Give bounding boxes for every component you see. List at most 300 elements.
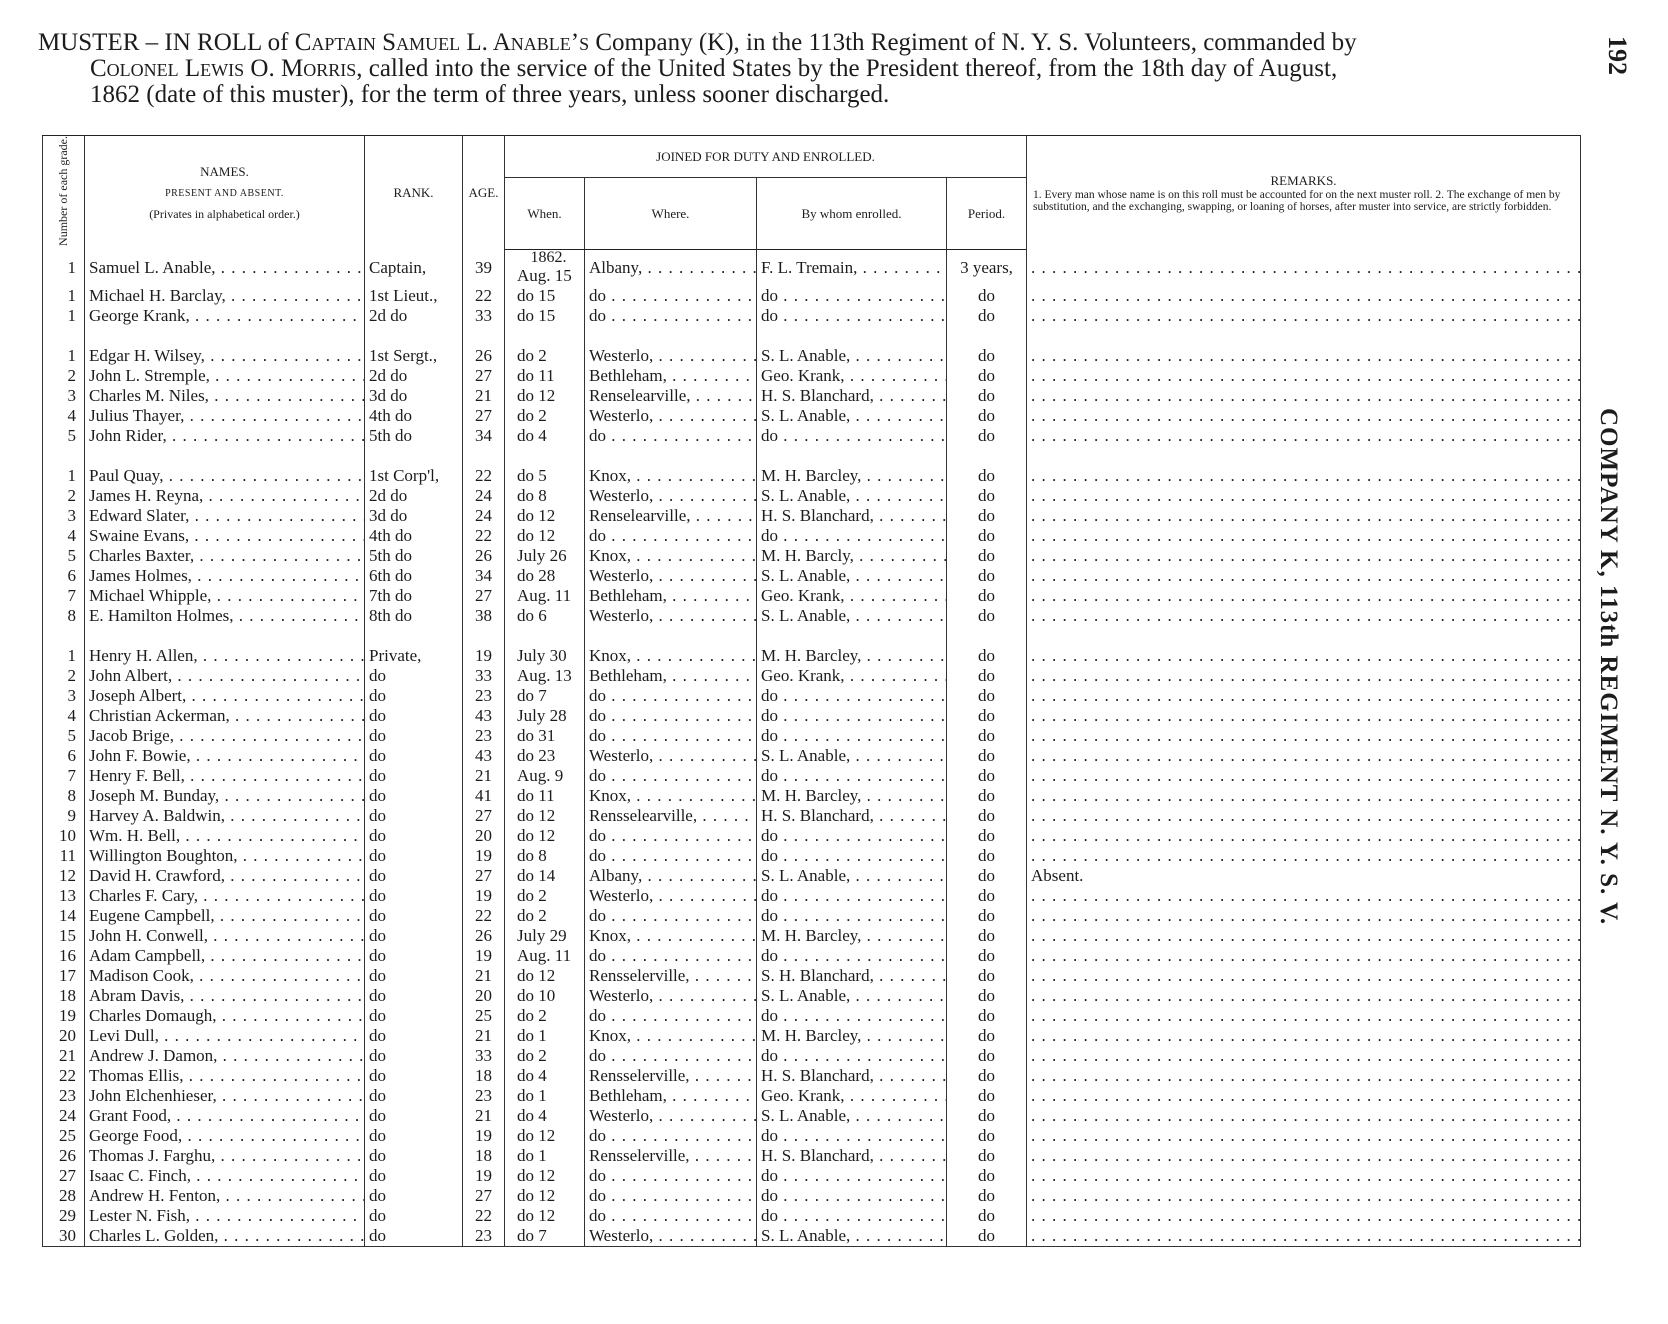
enrolled-when: do 12 (517, 826, 556, 846)
table-row (43, 926, 1581, 946)
soldier-name: E. Hamilton Holmes, (89, 606, 234, 626)
period-cell (947, 366, 1027, 386)
age-cell (463, 926, 505, 946)
period-cell (947, 906, 1027, 926)
enrolled-where: do (589, 706, 606, 726)
grade-number-cell (43, 726, 85, 746)
rank: do (369, 966, 386, 986)
enrolled-where-cell (585, 346, 757, 366)
table-row (43, 306, 1581, 326)
soldier-name-cell (85, 826, 365, 846)
enrolled-where-cell (585, 1226, 757, 1247)
table-row (43, 1126, 1581, 1146)
enrolled-where: Bethleham, (589, 1086, 667, 1106)
grade-number-cell (43, 1006, 85, 1026)
table-row (43, 966, 1581, 986)
period-cell (947, 586, 1027, 606)
age: 43 (475, 706, 492, 726)
table-row (43, 286, 1581, 306)
soldier-name-cell (85, 1006, 365, 1026)
grade-number: 1 (67, 258, 76, 278)
enrolled-where: Westerlo, (589, 986, 654, 1006)
title-text: Company (K), in the 113th Regiment of N. Y. S. Volunteers, commanded by (595, 29, 1357, 56)
remarks-cell (1027, 506, 1581, 526)
period-cell (947, 306, 1027, 326)
enrolled-by-cell (757, 506, 947, 526)
grade-number: 5 (67, 726, 76, 746)
soldier-name: Madison Cook, (89, 966, 194, 986)
rank-cell (365, 426, 463, 446)
grade-number: 26 (59, 1146, 76, 1166)
period-cell (947, 466, 1027, 486)
remarks-cell (1027, 546, 1581, 566)
grade-number-cell (43, 986, 85, 1006)
period-cell (947, 406, 1027, 426)
enrolled-where: do (589, 1206, 606, 1226)
rank: do (369, 726, 386, 746)
enrolled-when: do 12 (517, 966, 556, 986)
enrolled-where-cell (585, 286, 757, 306)
enrolled-where-cell (585, 646, 757, 666)
period-cell (947, 1126, 1027, 1146)
enrolled-by-cell (757, 866, 947, 886)
colonel-name: Colonel Lewis O. Morris, (90, 55, 363, 82)
grade-number-cell (43, 606, 85, 626)
remarks-cell (1027, 926, 1581, 946)
grade-number: 1 (67, 466, 76, 486)
enrolled-where: Rensselerville, (589, 1146, 690, 1166)
soldier-name-cell (85, 1186, 365, 1206)
table-row (43, 586, 1581, 606)
grade-number-cell (43, 686, 85, 706)
enrolled-by: H. S. Blanchard, (761, 1146, 874, 1166)
soldier-name: Michael Whipple, (89, 586, 212, 606)
age: 21 (475, 966, 492, 986)
enrolled-by: do (761, 1006, 778, 1026)
age-cell (463, 1186, 505, 1206)
enrolled-by-cell (757, 926, 947, 946)
remarks-cell (1027, 986, 1581, 1006)
rank: do (369, 1166, 386, 1186)
soldier-name: Swaine Evans, (89, 526, 190, 546)
grade-number: 30 (59, 1226, 76, 1246)
period: do (978, 1026, 995, 1046)
soldier-name-cell (85, 286, 365, 306)
grade-number-cell (43, 506, 85, 526)
grade-number: 21 (59, 1046, 76, 1066)
header-remarks-note: 1. Every man whose name is on this roll must be accounted for on the next muster roll. 2. The exchange of men by substitution, and the exchanging, swapping, or loaning of horses, after muster into service, are strictly forbidden. (1033, 188, 1561, 213)
enrolled-where-cell (585, 526, 757, 546)
period-cell (947, 766, 1027, 786)
enrolled-where: do (589, 906, 606, 926)
enrolled-by-cell (757, 666, 947, 686)
enrolled-by: H. S. Blanchard, (761, 806, 874, 826)
soldier-name: John Albert, (89, 666, 173, 686)
enrolled-by: H. S. Blanchard, (761, 1066, 874, 1086)
enrolled-by: do (761, 706, 778, 726)
age: 23 (475, 1226, 492, 1246)
enrolled-when-cell (505, 506, 585, 526)
enrolled-by-cell (757, 546, 947, 566)
remark-text: Absent. (1031, 866, 1084, 886)
enrolled-when-cell (505, 906, 585, 926)
enrolled-where-cell (585, 766, 757, 786)
enrolled-when: do 2 (517, 1006, 547, 1026)
enrolled-where-cell (585, 846, 757, 866)
table-row (43, 886, 1581, 906)
enrolled-when-cell (505, 946, 585, 966)
enrolled-when-cell (505, 1226, 585, 1247)
table-row (43, 706, 1581, 726)
enrolled-by: Geo. Krank, (761, 366, 845, 386)
period-cell (947, 426, 1027, 446)
remarks-cell (1027, 1166, 1581, 1186)
enrolled-where-cell (585, 1186, 757, 1206)
grade-number-cell (43, 346, 85, 366)
soldier-name: Edgar H. Wilsey, (89, 346, 205, 366)
grade-number: 11 (59, 846, 76, 866)
enrolled-when: do 2 (517, 346, 547, 366)
soldier-name-cell (85, 746, 365, 766)
grade-number-cell (43, 1166, 85, 1186)
roll-title (38, 30, 1588, 108)
soldier-name-cell (85, 1086, 365, 1106)
table-row (43, 1086, 1581, 1106)
age: 19 (475, 1166, 492, 1186)
age: 20 (475, 986, 492, 1006)
remarks-cell (1027, 1206, 1581, 1226)
enrolled-by: do (761, 1166, 778, 1186)
enrolled-when: do 12 (517, 526, 556, 546)
soldier-name-cell (85, 406, 365, 426)
enrolled-by-cell (757, 906, 947, 926)
enrolled-by: Geo. Krank, (761, 666, 845, 686)
enrolled-where: do (589, 1166, 606, 1186)
enrolled-when: do 12 (517, 1126, 556, 1146)
title-text: called into the service of the United States by the President thereof, from the 18th day of August, (368, 55, 1338, 82)
grade-number: 12 (59, 866, 76, 886)
enrolled-when-cell (505, 646, 585, 666)
remarks-cell (1027, 1086, 1581, 1106)
enrolled-by-cell (757, 1006, 947, 1026)
enrolled-by-cell (757, 566, 947, 586)
grade-number: 24 (59, 1106, 76, 1126)
rank: do (369, 1126, 386, 1146)
grade-number-cell (43, 1126, 85, 1146)
age-cell (463, 486, 505, 506)
rank: 3d do (369, 506, 408, 526)
enrolled-when: do 12 (517, 1206, 556, 1226)
period: do (978, 1166, 995, 1186)
grade-number: 3 (67, 686, 76, 706)
period-cell (947, 506, 1027, 526)
age-cell (463, 706, 505, 726)
soldier-name-cell (85, 706, 365, 726)
enrolled-by-cell (757, 706, 947, 726)
table-row (43, 906, 1581, 926)
rank: do (369, 1086, 386, 1106)
enrolled-where: Bethleham, (589, 366, 667, 386)
enrolled-when: do 8 (517, 846, 547, 866)
enrolled-by-cell (757, 526, 947, 546)
title-line-1 (38, 30, 1588, 56)
age: 24 (475, 506, 492, 526)
table-row (43, 250, 1581, 287)
grade-number-cell (43, 1146, 85, 1166)
enrolled-when: Aug. 13 (517, 666, 572, 686)
rank: do (369, 1146, 386, 1166)
page-number-text: 192 (1603, 36, 1632, 75)
soldier-name: Julius Thayer, (89, 406, 185, 426)
period: do (978, 986, 995, 1006)
enrolled-when-cell (505, 406, 585, 426)
soldier-name: Christian Ackerman, (89, 706, 230, 726)
period-cell (947, 846, 1027, 866)
enrolled-where: Westerlo, (589, 886, 654, 906)
enrolled-by-cell (757, 1226, 947, 1247)
enrolled-where: do (589, 1046, 606, 1066)
enrolled-when: July 30 (517, 646, 567, 666)
enrolled-where: Westerlo, (589, 606, 654, 626)
period: do (978, 546, 995, 566)
period: do (978, 346, 995, 366)
period-cell (947, 966, 1027, 986)
enrolled-when: do 23 (517, 746, 556, 766)
age-cell (463, 846, 505, 866)
enrolled-by: do (761, 1186, 778, 1206)
soldier-name-cell (85, 766, 365, 786)
enrolled-by: Geo. Krank, (761, 1086, 845, 1106)
remarks-cell (1027, 786, 1581, 806)
enrolled-when-cell (505, 1126, 585, 1146)
enrolled-when-cell (505, 286, 585, 306)
grade-number-cell (43, 1046, 85, 1066)
enrolled-when: July 29 (517, 926, 567, 946)
remarks-cell (1027, 666, 1581, 686)
enrolled-when: do 10 (517, 986, 556, 1006)
rank-cell (365, 1066, 463, 1086)
table-row (43, 806, 1581, 826)
soldier-name: Joseph M. Bunday, (89, 786, 220, 806)
enrolled-when-cell (505, 666, 585, 686)
period-cell (947, 986, 1027, 1006)
soldier-name: Jacob Brige, (89, 726, 174, 746)
age: 23 (475, 686, 492, 706)
enrolled-by: do (761, 686, 778, 706)
enrolled-when-cell (505, 926, 585, 946)
soldier-name-cell (85, 786, 365, 806)
age-cell (463, 346, 505, 366)
table-row (43, 426, 1581, 446)
period-cell (947, 526, 1027, 546)
enrolled-where-cell (585, 866, 757, 886)
enrolled-where-cell (585, 486, 757, 506)
rank-cell (365, 506, 463, 526)
enrolled-when: do 12 (517, 806, 556, 826)
period-cell (947, 786, 1027, 806)
age-cell (463, 286, 505, 306)
enrolled-by-cell (757, 1046, 947, 1066)
rank-cell (365, 906, 463, 926)
enrolled-where: Albany, (589, 258, 643, 278)
rank-cell (365, 1126, 463, 1146)
enrolled-where: Rensselearville, (589, 806, 698, 826)
enrolled-by: S. L. Anable, (761, 486, 851, 506)
age-cell (463, 366, 505, 386)
table-row (43, 1186, 1581, 1206)
rank: do (369, 1206, 386, 1226)
rank: do (369, 766, 386, 786)
header-when: When. (505, 178, 585, 250)
grade-number: 15 (59, 926, 76, 946)
soldier-name-cell (85, 886, 365, 906)
age-cell (463, 426, 505, 446)
grade-number-cell (43, 386, 85, 406)
header-remarks-text: REMARKS. (1270, 172, 1337, 188)
age-cell (463, 466, 505, 486)
enrolled-when-cell (505, 686, 585, 706)
period: do (978, 386, 995, 406)
age-cell (463, 746, 505, 766)
enrolled-by-cell (757, 306, 947, 326)
enrolled-where: Westerlo, (589, 566, 654, 586)
soldier-name: Thomas J. Farghu, (89, 1146, 216, 1166)
soldier-name-cell (85, 386, 365, 406)
period: do (978, 1006, 995, 1026)
age-cell (463, 606, 505, 626)
grade-number-cell (43, 1086, 85, 1106)
period-cell (947, 686, 1027, 706)
soldier-name: James Holmes, (89, 566, 192, 586)
table-row (43, 1066, 1581, 1086)
rank: do (369, 666, 386, 686)
soldier-name: Eugene Campbell, (89, 906, 215, 926)
age: 38 (475, 606, 492, 626)
header-period: Period. (947, 178, 1027, 250)
enrolled-by-cell (757, 606, 947, 626)
enrolled-by: S. L. Anable, (761, 746, 851, 766)
age: 23 (475, 726, 492, 746)
period-cell (947, 1026, 1027, 1046)
enrolled-by-cell (757, 386, 947, 406)
enrolled-where-cell (585, 586, 757, 606)
enrolled-when-cell (505, 846, 585, 866)
soldier-name: Harvey A. Baldwin, (89, 806, 225, 826)
soldier-name-cell (85, 1046, 365, 1066)
soldier-name: Edward Slater, (89, 506, 190, 526)
enrolled-where: do (589, 1006, 606, 1026)
rank-cell (365, 250, 463, 287)
table-row (43, 466, 1581, 486)
soldier-name-cell (85, 846, 365, 866)
period-cell (947, 866, 1027, 886)
soldier-name-cell (85, 1126, 365, 1146)
period-cell (947, 726, 1027, 746)
period: do (978, 286, 995, 306)
enrolled-by-cell (757, 826, 947, 846)
remarks-cell (1027, 1046, 1581, 1066)
enrolled-by-cell (757, 486, 947, 506)
enrolled-where-cell (585, 366, 757, 386)
period-cell (947, 646, 1027, 666)
header-number-text: Number of each grade. (56, 136, 70, 246)
remarks-cell (1027, 250, 1581, 287)
table-row (43, 1046, 1581, 1066)
remarks-cell (1027, 1066, 1581, 1086)
running-head (1590, 408, 1630, 928)
table-row (43, 846, 1581, 866)
rank-cell (365, 386, 463, 406)
enrolled-when: Aug. 11 (517, 946, 572, 966)
soldier-name: Joseph Albert, (89, 686, 187, 706)
rank: do (369, 926, 386, 946)
grade-number: 1 (67, 306, 76, 326)
enrolled-by-cell (757, 1206, 947, 1226)
enrolled-by-cell (757, 766, 947, 786)
soldier-name: John Elchenhieser, (89, 1086, 217, 1106)
enrolled-where-cell (585, 726, 757, 746)
enrolled-when: do 14 (517, 866, 556, 886)
enrolled-where: do (589, 306, 606, 326)
rank-cell (365, 466, 463, 486)
remarks-cell (1027, 346, 1581, 366)
enrolled-when-cell (505, 806, 585, 826)
grade-number-cell (43, 306, 85, 326)
roll-body (43, 250, 1581, 1247)
period: do (978, 766, 995, 786)
rank: do (369, 786, 386, 806)
table-row (43, 1106, 1581, 1126)
age-cell (463, 406, 505, 426)
enrolled-when: July 28 (517, 706, 567, 726)
grade-number: 2 (67, 366, 76, 386)
enrolled-by-cell (757, 846, 947, 866)
table-row (43, 686, 1581, 706)
enrolled-when: do 2 (517, 906, 547, 926)
table-row (43, 346, 1581, 366)
title-text: MUSTER – IN ROLL of (38, 29, 289, 56)
period: do (978, 526, 995, 546)
period: do (978, 826, 995, 846)
age-cell (463, 386, 505, 406)
rank: do (369, 1046, 386, 1066)
grade-number-cell (43, 646, 85, 666)
enrolled-when: do 6 (517, 606, 547, 626)
enrolled-when-cell (505, 346, 585, 366)
enrolled-when: do 1 (517, 1086, 547, 1106)
age-cell (463, 826, 505, 846)
header-where: Where. (585, 178, 757, 250)
soldier-name-cell (85, 346, 365, 366)
soldier-name-cell (85, 1106, 365, 1126)
rank-cell (365, 1086, 463, 1106)
header-names-note: (Privates in alphabetical order.) (149, 206, 300, 221)
rank-cell (365, 786, 463, 806)
grade-number-cell (43, 486, 85, 506)
soldier-name-cell (85, 726, 365, 746)
rank-cell (365, 846, 463, 866)
period: do (978, 406, 995, 426)
enrolled-when-cell (505, 546, 585, 566)
soldier-name: Henry H. Allen, (89, 646, 198, 666)
period: do (978, 606, 995, 626)
remarks-cell (1027, 846, 1581, 866)
enrolled-by: S. H. Blanchard, (761, 966, 874, 986)
grade-number: 7 (67, 586, 76, 606)
enrolled-where-cell (585, 466, 757, 486)
table-row (43, 1206, 1581, 1226)
grade-number-cell (43, 546, 85, 566)
